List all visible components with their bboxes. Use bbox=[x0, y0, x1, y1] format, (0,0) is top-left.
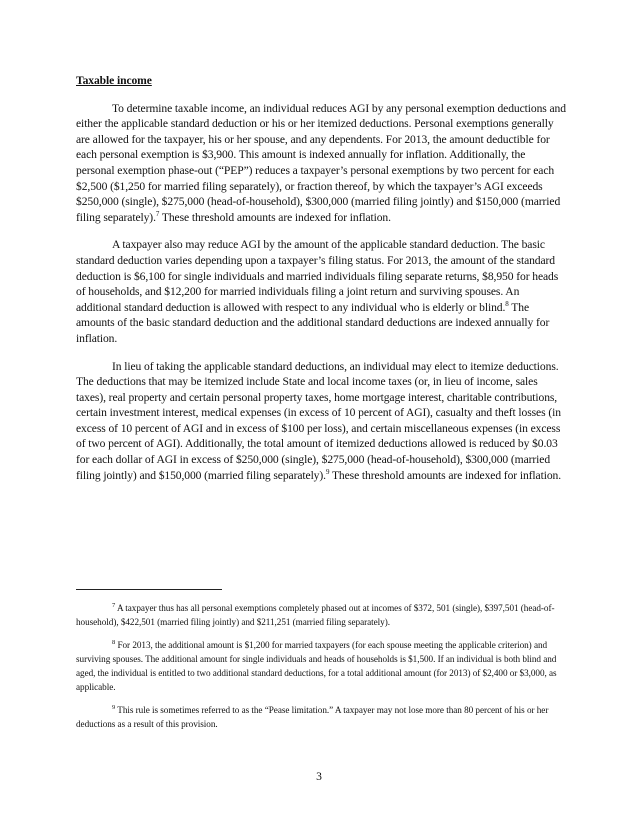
footnote-text: This rule is sometimes referred to as the “Pease limitation.” A taxpayer may not lose more than 80 percent of his or her deductions as a result of this provision. bbox=[76, 705, 549, 729]
footnote-text: A taxpayer thus has all personal exemptions completely phased out at incomes of $372, 501 (single), $397,501 (head-of-household), $422,501 (married filing jointly) and $211,251 (married filing separately). bbox=[76, 603, 555, 627]
paragraph-personal-exemptions bbox=[76, 101, 566, 226]
footnote-text: For 2013, the additional amount is $1,200 for married taxpayers (for each spouse meeting the applicable criterion) and surviving spouses. The additional amount for single individuals and heads of households is $1,500. If an individual is both blind and aged, the individual is entitled to two additional standard deductions, for a total additional amount (for 2013) of $2,400 or $3,000, as applicable. bbox=[76, 640, 557, 692]
footnote-7 bbox=[76, 601, 566, 629]
paragraph-itemized-deductions bbox=[76, 359, 566, 484]
footnote-ref-9[interactable]: 9 bbox=[325, 467, 330, 476]
footnotes bbox=[76, 601, 566, 740]
paragraph-text: A taxpayer also may reduce AGI by the amount of the applicable standard deduction. The basic standard deduction varies depending upon a taxpayer’s filing status. For 2013, the amount of the standard deduction is $6,100 for single individuals and married individuals filing separate returns, $8,950 for heads of households, and $12,200 for married individuals filing a joint return and surviving spouses. An additional standard deduction is allowed with respect to any individual who is elderly or blind. bbox=[76, 238, 559, 314]
footnote-separator bbox=[76, 589, 222, 590]
section-heading: Taxable income bbox=[76, 74, 152, 87]
page-number: 3 bbox=[316, 770, 322, 783]
main-text bbox=[76, 73, 566, 495]
footnote-8 bbox=[76, 638, 566, 694]
footnote-ref-7[interactable]: 7 bbox=[155, 209, 160, 218]
paragraph-text-tail: The amounts of the basic standard deduction and the additional standard deductions are indexed annually for inflation. bbox=[76, 300, 550, 345]
footnote-9 bbox=[76, 703, 566, 731]
footnote-number: 9 bbox=[112, 703, 116, 711]
footnote-number: 8 bbox=[112, 638, 116, 646]
paragraph-text-tail: These threshold amounts are indexed for inflation. bbox=[329, 468, 562, 482]
footnote-number: 7 bbox=[112, 601, 116, 609]
paragraph-text: In lieu of taking the applicable standard deductions, an individual may elect to itemize deductions. The deductions that may be itemized include State and local income taxes (or, in lieu of income, sales taxes), real property and certain personal property taxes, home mortgage interest, charitable contributions, certain investment interest, medical expenses (in excess of 10 percent of AGI), casualty and theft losses (in excess of 10 percent of AGI and in excess of $100 per loss), and certain miscellaneous expenses (in excess of two percent of AGI). Additionally, the total amount of itemized deductions allowed is reduced by $0.03 for each dollar of AGI in excess of $250,000 (single), $275,000 (head-of-household), $300,000 (married filing jointly) and $150,000 (married filing separately). bbox=[76, 359, 561, 482]
paragraph-text-tail: These threshold amounts are indexed for inflation. bbox=[159, 210, 391, 224]
paragraph-text: To determine taxable income, an individual reduces AGI by any personal exemption deductions and either the applicable standard deduction or his or her itemized deductions. Personal exemptions generally are allowed for the taxpayer, his or her spouse, and any dependents. For 2013, the amount deductible for each personal exemption is $3,900. This amount is indexed annually for inflation. Additionally, the personal exemption phase-out (“PEP”) reduces a taxpayer’s personal exemptions by two percent for each $2,500 ($1,250 for married filing separately), or fraction thereof, by which the taxpayer’s AGI exceeds $250,000 (single), $275,000 (head-of-household), $300,000 (married filing jointly) and $150,000 (married filing separately). bbox=[76, 101, 566, 224]
footnote-ref-8[interactable]: 8 bbox=[505, 299, 509, 308]
paragraph-standard-deduction bbox=[76, 237, 566, 346]
